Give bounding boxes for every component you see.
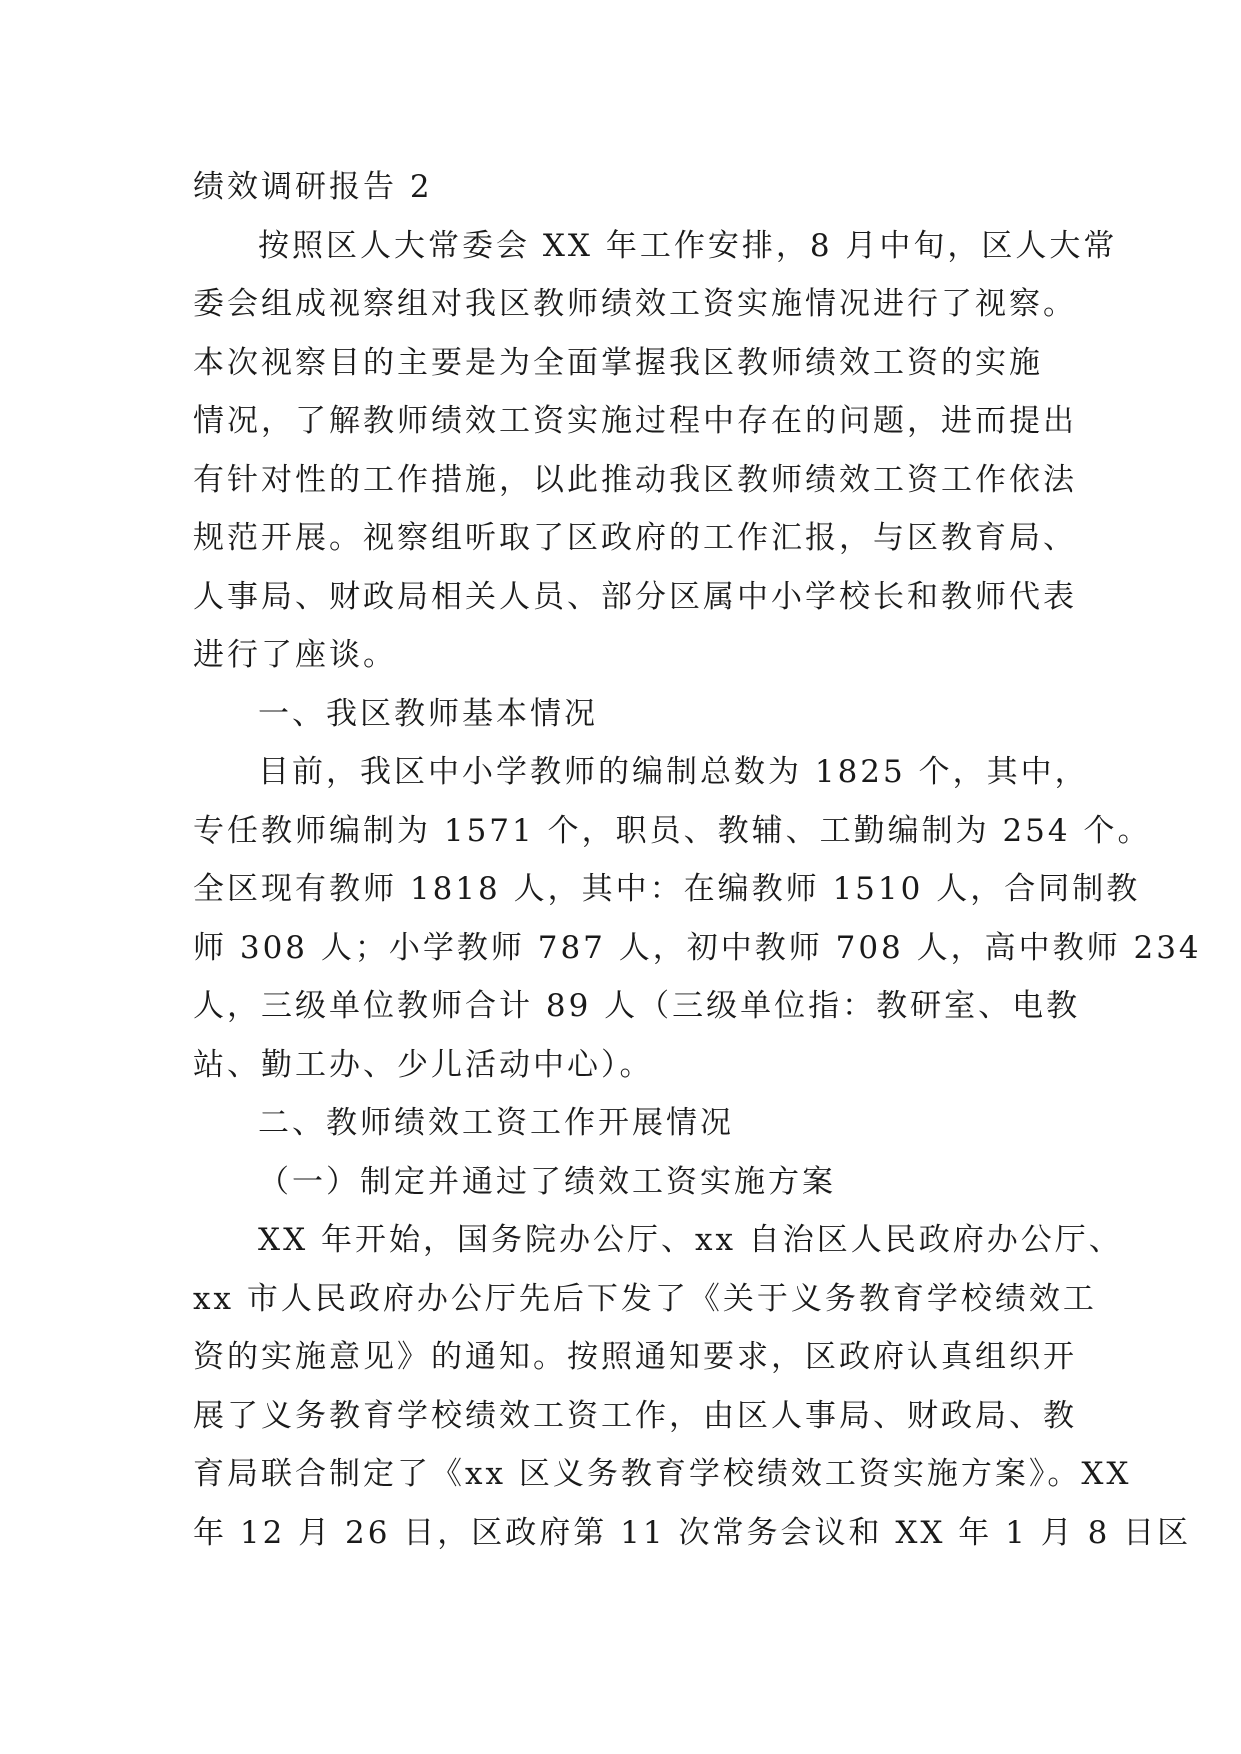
paragraph-line: 全区现有教师 1818 人，其中：在编教师 1510 人，合同制教 bbox=[193, 871, 1141, 907]
paragraph-line: XX 年开始，国务院办公厅、xx 自治区人民政府办公厅、 bbox=[258, 1222, 1123, 1258]
section-heading: 一、我区教师基本情况 bbox=[258, 695, 598, 732]
paragraph-line: 规范开展。视察组听取了区政府的工作汇报，与区教育局、 bbox=[193, 520, 1077, 556]
paragraph-line: 按照区人大常委会 XX 年工作安排，8 月中旬，区人大常 bbox=[258, 227, 1118, 264]
paragraph-line: 有针对性的工作措施，以此推动我区教师绩效工资工作依法 bbox=[193, 461, 1077, 498]
paragraph-line: 资的实施意见》的通知。按照通知要求，区政府认真组织开 bbox=[193, 1339, 1077, 1375]
paragraph-line: 年 12 月 26 日，区政府第 11 次常务会议和 XX 年 1 月 8 日区 bbox=[193, 1514, 1192, 1551]
paragraph-line: 人，三级单位教师合计 89 人（三级单位指：教研室、电教 bbox=[193, 988, 1081, 1024]
paragraph-line: 情况，了解教师绩效工资实施过程中存在的问题，进而提出 bbox=[193, 403, 1077, 439]
document-body bbox=[193, 158, 1202, 1562]
document-title: 绩效调研报告 2 bbox=[193, 169, 433, 205]
paragraph-line: 目前，我区中小学教师的编制总数为 1825 个，其中， bbox=[258, 754, 1089, 790]
paragraph-line: 本次视察目的主要是为全面掌握我区教师绩效工资的实施 bbox=[193, 344, 1043, 381]
paragraph-line: 展了义务教育学校绩效工资工作，由区人事局、财政局、教 bbox=[193, 1397, 1077, 1434]
paragraph-line: 师 308 人；小学教师 787 人，初中教师 708 人，高中教师 234 bbox=[193, 929, 1202, 966]
paragraph-line: 人事局、财政局相关人员、部分区属中小学校长和教师代表 bbox=[193, 578, 1077, 615]
section-heading: 二、教师绩效工资工作开展情况 bbox=[258, 1105, 734, 1141]
paragraph-line: 委会组成视察组对我区教师绩效工资实施情况进行了视察。 bbox=[193, 286, 1077, 322]
paragraph-line: 育局联合制定了《xx 区义务教育学校绩效工资实施方案》。XX bbox=[193, 1456, 1132, 1492]
paragraph-line: 专任教师编制为 1571 个，职员、教辅、工勤编制为 254 个。 bbox=[193, 812, 1152, 849]
subsection-heading: （一）制定并通过了绩效工资实施方案 bbox=[258, 1163, 836, 1200]
paragraph-line: 站、勤工办、少儿活动中心）。 bbox=[193, 1046, 654, 1083]
paragraph-line: xx 市人民政府办公厅先后下发了《关于义务教育学校绩效工 bbox=[193, 1280, 1097, 1317]
paragraph-line: 进行了座谈。 bbox=[193, 637, 397, 673]
